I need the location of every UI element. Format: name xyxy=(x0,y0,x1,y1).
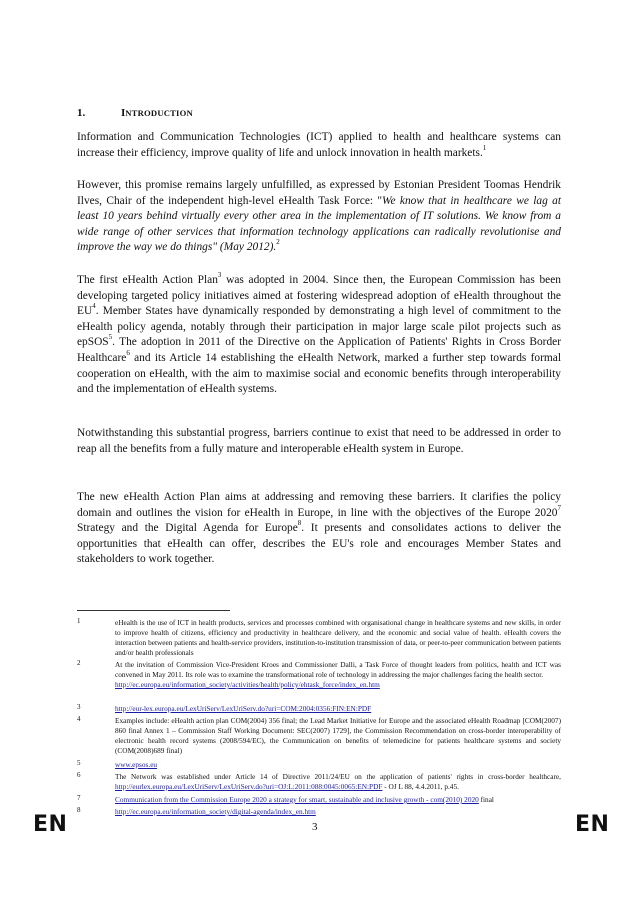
footnote-ref[interactable]: 4 xyxy=(92,302,96,311)
footnote-text: eHealth is the use of ICT in health products, services and processes combined with organisational change in healthcare systems and new skills, in order to improve health of citizens, efficiency and productivity in healthcare delivery, and the economic and social value of health. eHealth covers the interaction between patients and health-service providers, institution-to-institution transmission of data, or peer-to-peer communication between patients and/or health professionals xyxy=(115,618,561,657)
section-heading xyxy=(77,107,193,119)
footnote-7 xyxy=(77,795,561,805)
footnote-link[interactable]: http://ec.europa.eu/information_society/digital-agenda/index_en.htm xyxy=(115,807,316,816)
footnote-ref[interactable]: 2 xyxy=(276,238,280,247)
footnote-marker: 5 xyxy=(77,759,81,767)
paragraph-text: However, this promise remains largely unfulfilled, as expressed by Estonian President Toomas Hendrik Ilves, Chair of the independent high-level eHealth Task Force: " xyxy=(77,179,561,207)
footnote-link[interactable]: http://eurlex.europa.eu/LexUriServ/LexUriServ.do?uri=OJ:L:2011:088:0045:0065:EN:PDF xyxy=(115,782,383,791)
footnote-ref[interactable]: 7 xyxy=(557,503,561,512)
footnote-6 xyxy=(77,772,561,792)
footnote-marker: 2 xyxy=(77,659,81,667)
page-number: 3 xyxy=(312,821,318,833)
footnote-ref[interactable]: 8 xyxy=(297,519,302,528)
paragraph-text: and its Article 14 establishing the eHealth Network, marked a further step towards formal cooperation on eHealth, with the aim to maximise social and economic benefits through interoperability and the implementation of eHealth systems. xyxy=(77,351,561,396)
section-title-initial: I xyxy=(121,107,126,119)
paragraph-text: Notwithstanding this substantial progress, barriers continue to exist that need to be addressed in order to reap all the benefits from a fully mature and interoperable eHealth system in Europe. xyxy=(77,427,561,455)
footnote-1 xyxy=(77,618,561,658)
footnote-link[interactable]: Communication from the Commission Europe 2020 a strategy for smart, sustainable and inclusive growth - com(2010) 2020 xyxy=(115,795,479,804)
paragraph-1 xyxy=(77,130,561,161)
paragraph-3 xyxy=(77,273,561,398)
footnote-link[interactable]: www.epsos.eu xyxy=(115,760,158,769)
footnote-marker: 1 xyxy=(77,617,81,625)
footnote-marker: 3 xyxy=(77,703,81,711)
paragraph-text: . It presents and consolidates actions to deliver the opportunities that eHealth can offer, describes the EU's role and encourages Member States and stakeholders to work together. xyxy=(77,522,561,566)
footnote-text: At the invitation of Commission Vice-President Kroes and Commissioner Dalli, a Task Force of thought leaders from politics, health and ICT was convened in May 2011. Its role was to examine the transformational role of technology in addressing the major challenges facing the health sector. xyxy=(115,660,561,679)
footnote-ref[interactable]: 6 xyxy=(126,348,130,357)
footnote-ref[interactable]: 3 xyxy=(217,271,222,279)
paragraph-2 xyxy=(77,178,561,256)
paragraph-text: Information and Communication Technologies (ICT) applied to health and healthcare systems can increase their efficiency, improve quality of life and unlock innovation in health markets. xyxy=(77,131,561,159)
footnote-separator xyxy=(77,610,230,611)
footnote-link[interactable]: http://ec.europa.eu/information_society/activities/health/policy/ehtask_force/index_en.htm xyxy=(115,680,380,689)
paragraph-text: The first eHealth Action Plan xyxy=(77,274,218,286)
footnote-ref[interactable]: 1 xyxy=(482,143,487,152)
footnote-4 xyxy=(77,716,561,756)
footnote-3 xyxy=(77,704,561,714)
footnote-ref[interactable]: 5 xyxy=(108,333,113,342)
language-label-right: EN xyxy=(575,812,610,837)
language-label-left: EN xyxy=(33,812,68,837)
footnote-text: Examples include: eHealth action plan COM(2004) 356 final; the Lead Market Initiative for Europe and the associated eHealth Roadmap [COM(2007) 860 final Annex 1 – Commission Staff Working Document: SEC(2007) 1729], the Commission Recommendation on cross-border interoperability of electronic health record systems (2008/594/EC), the Communication on benefits of telemedicine for patients healthcare systems and society (COM(2008)689 final) xyxy=(115,716,561,755)
quote-text: We know that in healthcare we lag at least 10 years behind virtually every other area in the implementation of IT solutions. We know from a wide range of other services that information technology applications can radically revolutionise and improve the way we do things" (May 2012). xyxy=(77,194,561,254)
section-number: 1. xyxy=(77,107,86,119)
footnote-8 xyxy=(77,807,561,817)
paragraph-text: . Member States have dynamically responded by demonstrating a high level of commitment to the eHealth policy agenda, notably through their participation in major large scale pilot projects such as epSOS xyxy=(77,305,561,349)
paragraph-text: was adopted in 2004. Since then, the European Commission has been developing targeted policy initiatives aimed at fostering widespread adoption of eHealth throughout the EU xyxy=(77,274,561,318)
footnote-link[interactable]: http://eur-lex.europa.eu/LexUriServ/LexUriServ.do?uri=COM:2004:0356:FIN:EN:PDF xyxy=(115,704,372,713)
footnote-text-tail: final xyxy=(478,795,494,804)
paragraph-text: Strategy and the Digital Agenda for Europe xyxy=(77,522,298,535)
paragraph-5 xyxy=(77,490,561,568)
footnote-marker: 8 xyxy=(77,806,81,814)
footnote-marker: 7 xyxy=(77,794,81,802)
paragraph-text: The new eHealth Action Plan aims at addressing and removing these barriers. It clarifies the policy domain and outlines the vision for eHealth in Europe, in line with the objectives of the Europe 2020 xyxy=(77,491,561,519)
footnote-2 xyxy=(77,660,561,690)
footnote-marker: 4 xyxy=(77,715,81,723)
paragraph-text: . The adoption in 2011 of the Directive on the Application of Patients' Rights in Cross Border Healthcare xyxy=(77,336,561,364)
footnote-marker: 6 xyxy=(77,771,81,779)
footnote-text-tail: - OJ L 88, 4.4.2011, p.45. xyxy=(382,782,459,791)
paragraph-4 xyxy=(77,426,561,457)
footnote-text: The Network was established under Article 14 of Directive 2011/24/EU on the application of patients' rights in cross-border healthcare, xyxy=(115,772,561,781)
footnote-5 xyxy=(77,760,561,770)
section-title-rest: NTRODUCTION xyxy=(125,108,193,118)
